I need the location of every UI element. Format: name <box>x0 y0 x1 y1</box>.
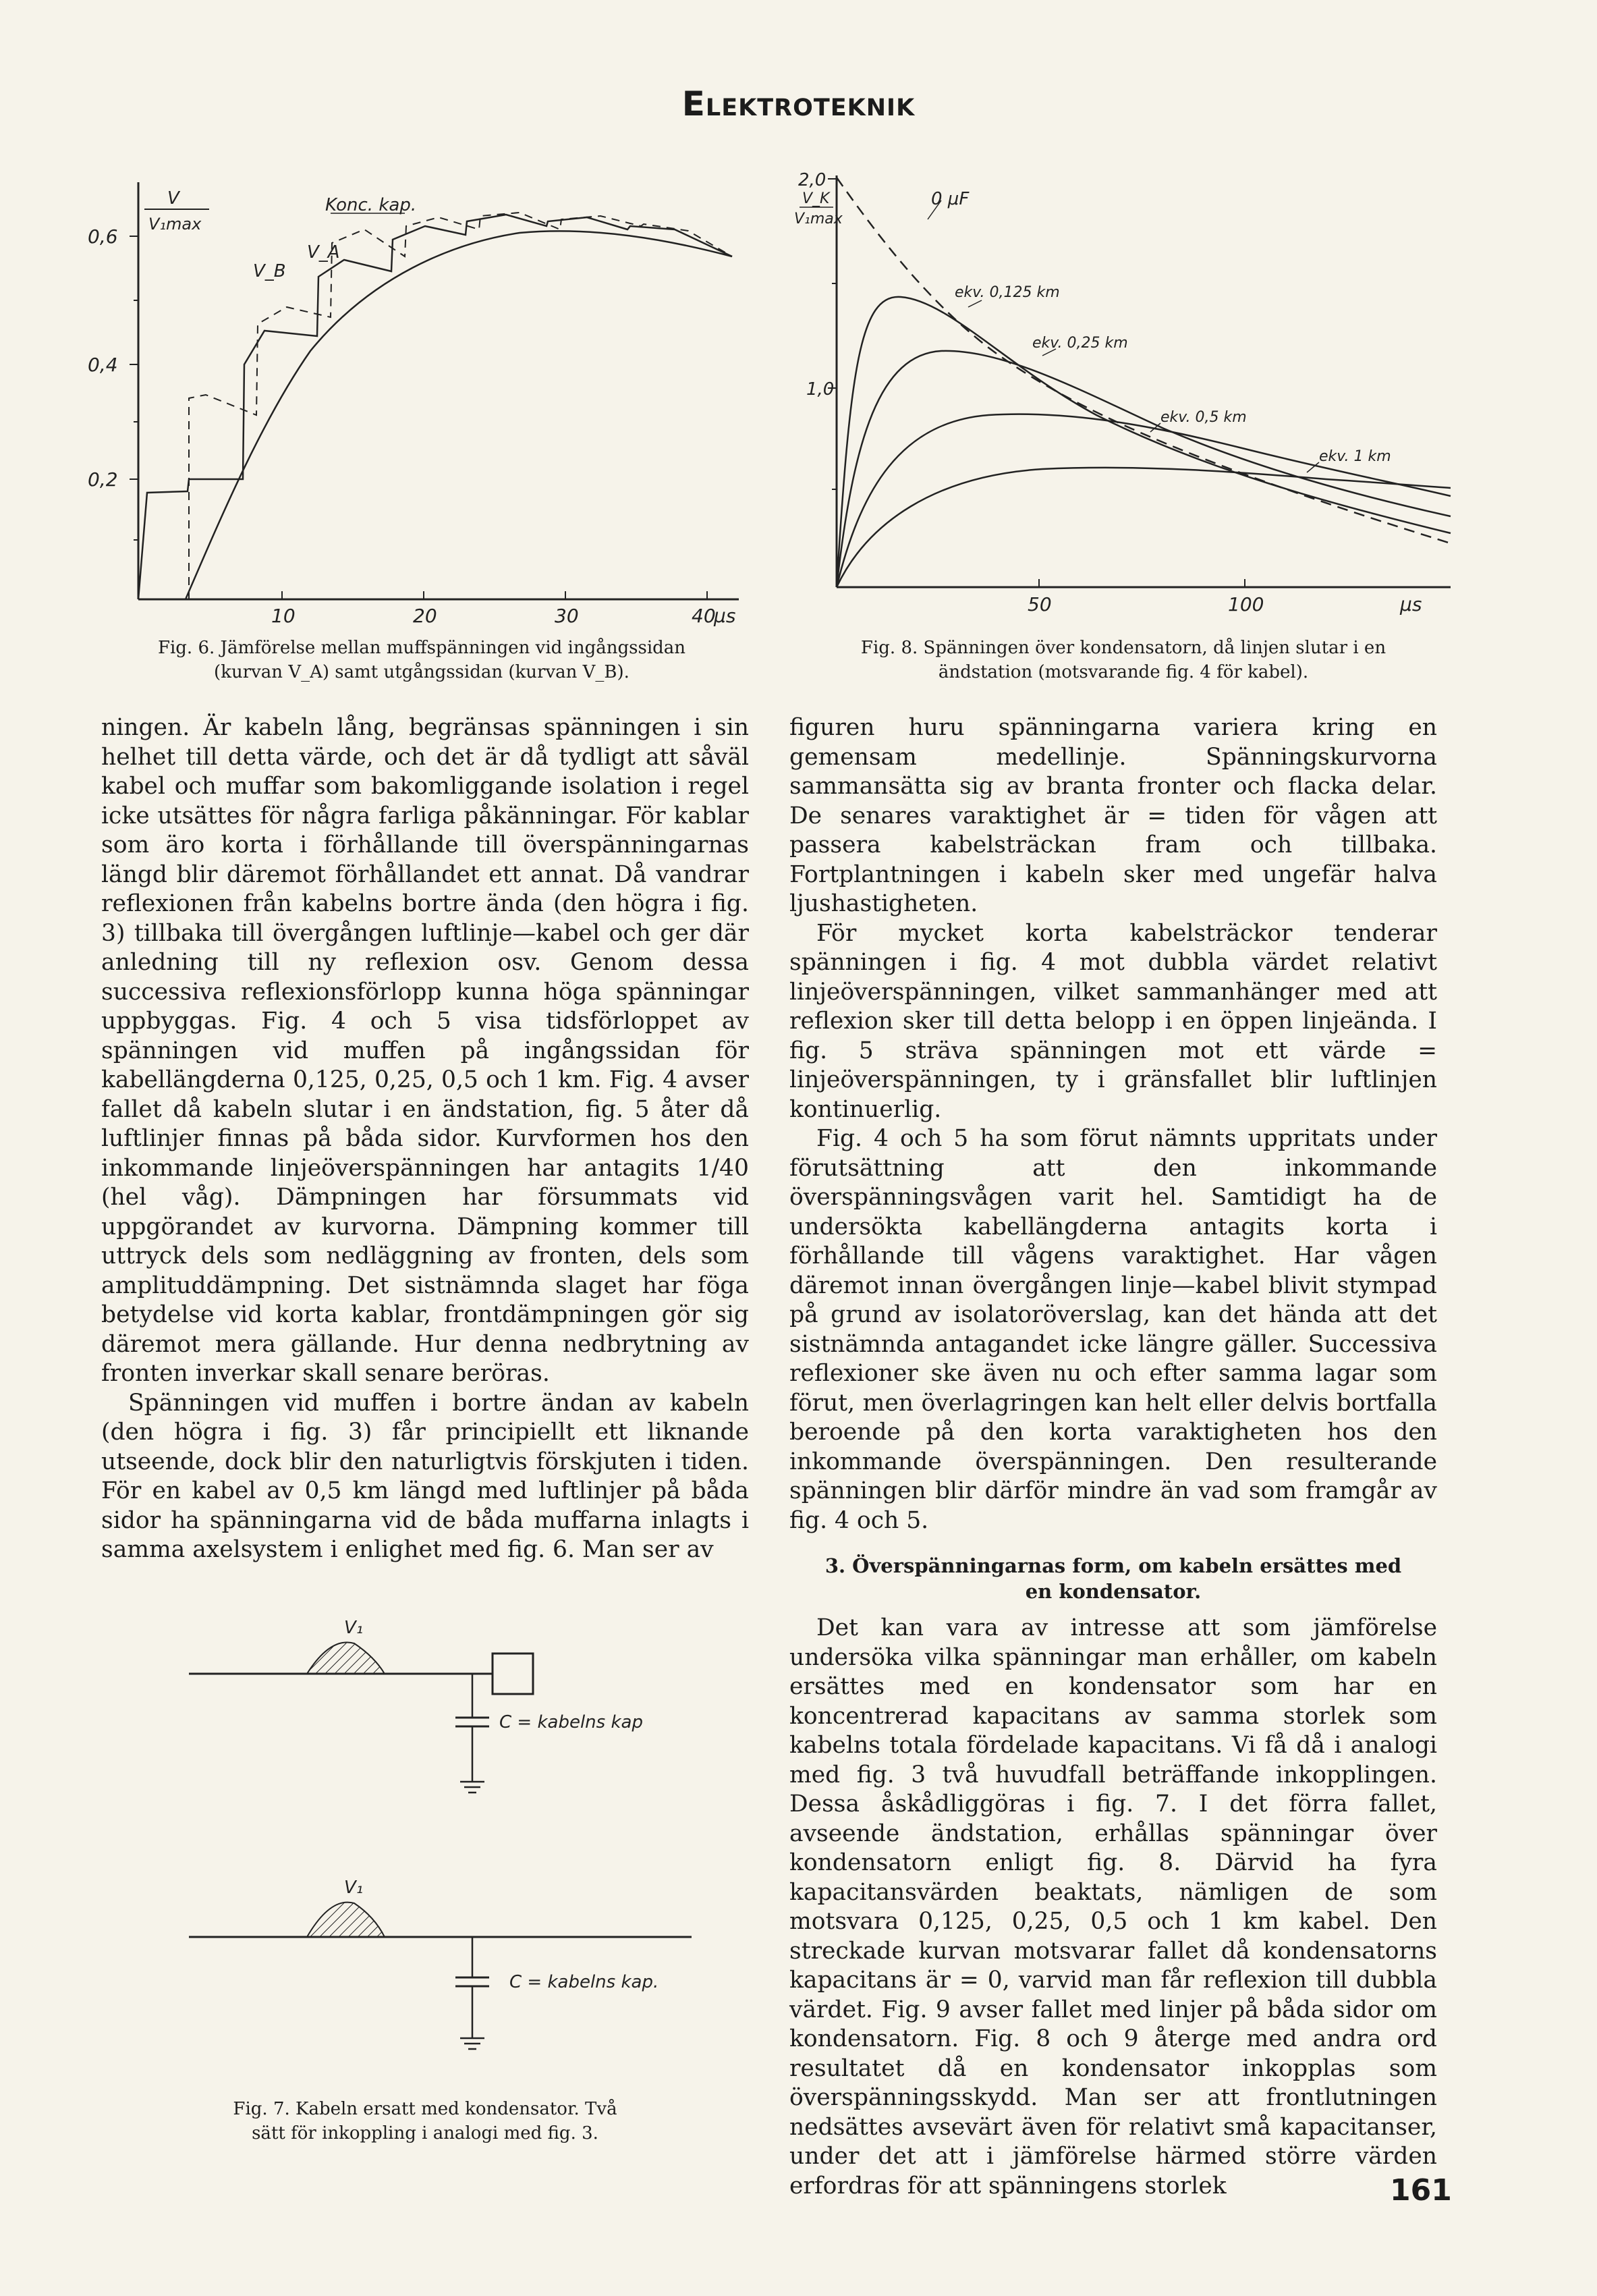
figure-7-caption-line: sätt för inkoppling i analogi med fig. 3. <box>252 2123 598 2143</box>
figure-7 <box>182 1606 695 2058</box>
fig8-xtick: 100 <box>1228 593 1264 616</box>
section-heading-line: en kondensator. <box>1025 1580 1202 1603</box>
figure-8-caption-line: Fig. 8. Spänningen över kondensatorn, då linjen slutar i en <box>860 638 1386 658</box>
figure-6-caption-line: (kurvan V_A) samt utgångssidan (kurvan V_B). <box>214 662 629 682</box>
figure-8-plot <box>786 165 1461 624</box>
paragraph: figuren huru spänningarna variera kring en gemensam medellinje. Spänningskurvorna sammansätta sig av branta fronter och flacka delar. De senares varaktighet är = tiden för vågen att passera kabelsträckan fram och tillbaka. Fortplantningen i kabeln sker med ungefär halva ljushastigheten. <box>789 714 1437 917</box>
figure-8-caption <box>783 636 1464 684</box>
fig7-label-v1-top: V₁ <box>344 1618 364 1638</box>
fig6-ytick: 0,6 <box>88 225 118 248</box>
figure-6 <box>88 162 749 634</box>
fig8-curve-label: ekv. 1 km <box>1319 448 1391 465</box>
right-column <box>789 713 1437 2201</box>
fig8-curve-label: ekv. 0,25 km <box>1032 335 1128 352</box>
fig6-label-va: V_A <box>307 242 340 263</box>
fig6-xtick: 10 <box>271 605 296 627</box>
fig6-label-v: V <box>167 188 179 209</box>
fig6-xtick: 30 <box>555 605 579 627</box>
paragraph: Det kan vara av intresse att som jämförelse undersöka vilka spänningar man erhåller, om kabeln ersättes med en kondensator som har en koncentrerad kapacitans av samma storlek som kabelns totala fördelade kapacitans. Vi få då i analogi med fig. 3 två huvudfall beträffande inkopplingen. Dessa åskådliggöras i fig. 7. I det förra fallet, avseende ändstation, erhållas spänningar över kondensatorn enligt fig. 8. Därvid ha fyra kapacitansvärden beaktats, nämligen de som motsvara 0,125, 0,25, 0,5 och 1 km kabel. Den streckade kurvan motsvarar fallet då kondensatorns kapacitans är = 0, varvid man får reflexion till dubbla värdet. Fig. 9 avser fallet med linjer på båda sidor om kondensatorn. Fig. 8 och 9 återge med andra ord resultatet då en kondensator inkopplas som överspänningsskydd. Man ser att frontlutningen nedsättes avsevärt även för relativt små kapacitanser, under det att i jämförelse härmed större värden erfordras för att spänningens storlek <box>789 1614 1437 2199</box>
figure-6-caption <box>88 636 756 684</box>
fig8-label-10: 1,0 <box>806 379 835 400</box>
fig6-label-vmax: V₁max <box>148 215 202 234</box>
fig8-label-20: 2,0 <box>798 170 826 190</box>
paragraph: Spänningen vid muffen i bortre ändan av kabeln (den högra i fig. 3) får principiellt ett liknande utseende, dock blir den naturligtvis förskjuten i tiden. För en kabel av 0,5 km längd med luftlinjer på båda sidor ha spänningarna vid de båda muffarna inlagts i samma axelsystem i enlighet med fig. 6. Man ser av <box>101 1389 749 1563</box>
figure-7-caption-line: Fig. 7. Kabeln ersatt med kondensator. Två <box>233 2099 617 2119</box>
fig8-curve-label: ekv. 0,5 km <box>1160 409 1247 426</box>
fig6-label-vb: V_B <box>253 261 286 281</box>
fig6-label-konc: Konc. kap. <box>325 195 417 215</box>
figure-6-caption-line: Fig. 6. Jämförelse mellan muffspänningen vid ingångssidan <box>157 638 686 658</box>
figure-8 <box>786 165 1461 624</box>
page-number: 161 <box>1390 2173 1452 2208</box>
fig8-label-0uf: 0 μF <box>931 189 970 209</box>
fig6-x-unit: μs <box>714 605 736 627</box>
left-column <box>101 713 749 1565</box>
paragraph: Fig. 4 och 5 ha som förut nämnts uppritats under förutsättning att den inkommande överspänningsvågen varit hel. Samtidigt ha de undersökta kabellängderna antagits korta i förhållande till vågens varaktighet. Har vågen däremot innan övergången linje—kabel blivit stympad på grund av isolatoröverslag, kan det hända att det sistnämnda antagandet icke längre gäller. Successiva reflexioner ske även nu och efter samma lagar som förut, men överlagringen kan helt eller delvis bortfalla beroende på den korta varaktigheten hos den inkommande överspänningen. Den resulterande spänningen blir därför mindre än vad som framgår av fig. 4 och 5. <box>789 1125 1437 1534</box>
fig7-label-cap-bottom: C = kabelns kap. <box>509 1972 659 1992</box>
fig6-xtick: 40 <box>692 605 716 627</box>
fig7-label-cap-top: C = kabelns kap <box>499 1712 643 1732</box>
figure-7-caption <box>155 2097 695 2145</box>
paragraph: ningen. Är kabeln lång, begränsas spänningen i sin helhet till detta värde, och det är då tydligt att såväl kabel och muffar som bakomliggande isolation i regel icke utsättes för några farliga påkänningar. För kablar som äro korta i förhållande till överspänningarnas längd blir däremot förhållandet ett annat. Då vandrar reflexionen från kabelns bortre ända (den högra i fig. 3) tillbaka till övergången luftlinje—kabel och ger där anledning till ny reflexion osv. Genom dessa successiva reflexionsförlopp kunna höga spänningar uppbyggas. Fig. 4 och 5 visa tidsförloppet av spänningen vid muffen på ingångssidan för kabellängderna 0,125, 0,25, 0,5 och 1 km. Fig. 4 avser fallet då kabeln slutar i en ändstation, fig. 5 åter då luftlinjer finnas på båda sidor. Kurvformen hos den inkommande linjeöverspänningen har antagits 1/40 (hel våg). Dämpningen har försummats vid uppgörandet av kurvorna. Dämpning kommer till uttryck dels som nedläggning av fronten, dels som amplituddämpning. Det sistnämnda slaget har föga betydelse vid korta kablar, frontdämpningen gör sig däremot mera gällande. Hur denna nedbrytning av fronten inverkar skall senare beröras. <box>101 714 749 1387</box>
figure-8-caption-line: ändstation (motsvarande fig. 4 för kabel). <box>938 662 1309 682</box>
fig8-xtick: 50 <box>1028 593 1052 616</box>
fig8-label-vmax: V₁max <box>794 211 843 227</box>
fig6-ytick: 0,2 <box>88 468 118 491</box>
fig8-curve-label: ekv. 0,125 km <box>955 284 1060 301</box>
fig6-ytick: 0,4 <box>88 354 118 376</box>
section-heading-line: 3. Överspänningarnas form, om kabeln ersättes med <box>824 1554 1402 1577</box>
section-heading <box>789 1553 1437 1604</box>
paragraph: För mycket korta kabelsträckor tenderar spänningen i fig. 4 mot dubbla värdet relativt linjeöverspänningen, vilket sammanhänger med att reflexion sker till detta belopp i en öppen linjeända. I fig. 5 sträva spänningen mot ett värde = linjeöverspänningen, ty i gränsfallet blir luftlinjen kontinuerlig. <box>789 919 1437 1123</box>
fig8-label-vk: V_K <box>802 190 830 207</box>
fig7-label-v1-bottom: V₁ <box>344 1878 364 1898</box>
figure-6-plot <box>88 162 749 634</box>
fig6-xtick: 20 <box>413 605 437 627</box>
figure-7-diagram <box>182 1606 695 2058</box>
fig8-x-unit: μs <box>1400 593 1422 616</box>
running-header: Elektroteknik <box>681 84 916 124</box>
